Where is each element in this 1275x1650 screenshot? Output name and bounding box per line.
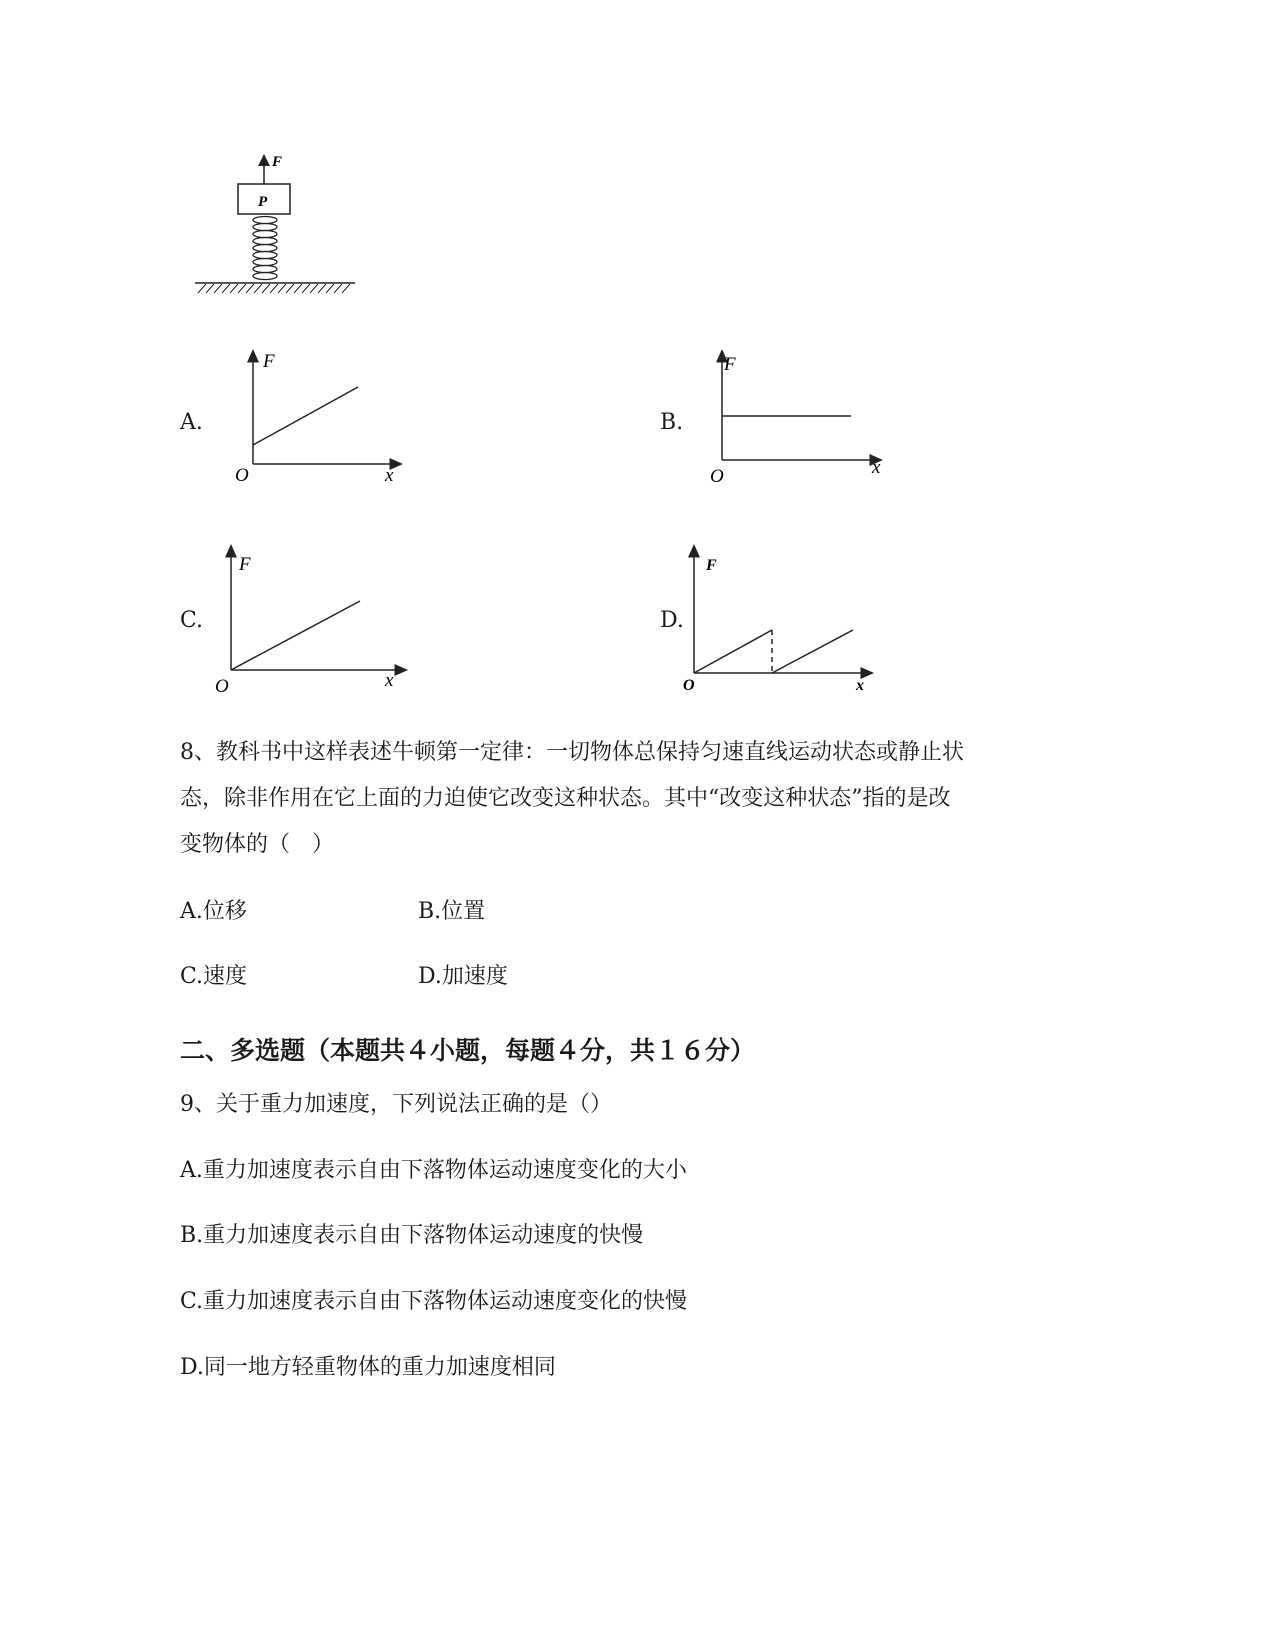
q9-option-a: A.重力加速度表示自由下落物体运动速度变化的大小 bbox=[180, 1158, 687, 1183]
option-d-label: D. bbox=[660, 608, 684, 633]
y-axis-label: F bbox=[706, 557, 717, 574]
graph-d bbox=[675, 540, 880, 700]
option-c-label: C. bbox=[180, 608, 204, 633]
y-axis-label: F bbox=[239, 554, 251, 575]
q9-stem: 9、关于重力加速度，下列说法正确的是（） bbox=[180, 1092, 612, 1117]
x-axis-label: x bbox=[385, 465, 394, 486]
y-axis-label: F bbox=[263, 351, 275, 372]
spring-block-figure bbox=[190, 150, 360, 300]
section-2-title: 二、多选题（本题共４小题，每题４分，共１６分） bbox=[180, 1036, 756, 1065]
q9-option-c: C.重力加速度表示自由下落物体运动速度变化的快慢 bbox=[180, 1289, 688, 1314]
graph-b bbox=[700, 345, 900, 490]
q8-option-c: C.速度 bbox=[180, 964, 248, 989]
spring bbox=[253, 217, 277, 280]
q9-option-d: D.同一地方轻重物体的重力加速度相同 bbox=[180, 1355, 556, 1380]
force-label: F bbox=[272, 154, 283, 170]
origin-label: O bbox=[710, 466, 724, 487]
graph-line bbox=[231, 601, 360, 670]
origin-label: O bbox=[215, 676, 229, 697]
q8-stem-line-3: 变物体的（ ） bbox=[180, 832, 335, 857]
q8-option-d: D.加速度 bbox=[418, 964, 508, 989]
graph-line bbox=[253, 387, 358, 445]
graph-a bbox=[225, 345, 415, 490]
ground-hatch bbox=[198, 284, 350, 293]
option-a-label: A. bbox=[180, 410, 203, 435]
q9-option-b: B.重力加速度表示自由下落物体运动速度的快慢 bbox=[180, 1223, 644, 1248]
origin-label: O bbox=[235, 465, 249, 486]
block-label: P bbox=[258, 194, 268, 210]
q8-option-a: A.位移 bbox=[180, 899, 247, 924]
y-axis-label: F bbox=[724, 354, 736, 375]
x-axis-label: x bbox=[872, 457, 881, 478]
graph-line-segment-1 bbox=[694, 630, 772, 673]
graph-line-segment-2 bbox=[772, 630, 853, 673]
q8-stem-line-1: 8、教科书中这样表述牛顿第一定律：一切物体总保持匀速直线运动状态或静止状 bbox=[180, 740, 964, 765]
graph-c bbox=[205, 540, 415, 700]
q8-stem-line-2: 态，除非作用在它上面的力迫使它改变这种状态。其中“改变这种状态”指的是改 bbox=[180, 786, 951, 811]
x-axis-label: x bbox=[385, 670, 394, 691]
x-axis-label: x bbox=[856, 677, 864, 694]
option-b-label: B. bbox=[660, 410, 684, 435]
q8-option-b: B.位置 bbox=[418, 899, 486, 924]
origin-label: O bbox=[683, 677, 695, 694]
